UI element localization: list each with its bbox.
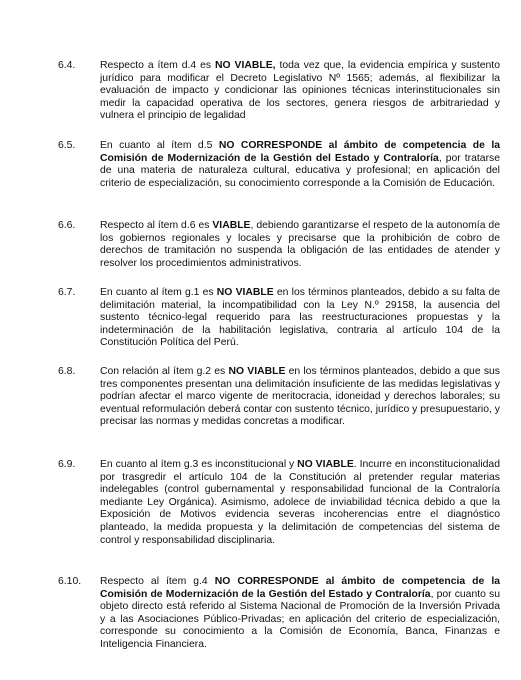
item-number: 6.7. (58, 287, 76, 298)
list-item (58, 60, 500, 123)
item-number: 6.6. (58, 220, 76, 231)
list-item (58, 140, 500, 190)
item-bold-segment: NO VIABLE (216, 287, 274, 298)
item-text-segment: En cuanto al ítem g.3 es inconstitucional y (100, 459, 298, 470)
list-item (58, 220, 500, 270)
item-text (100, 576, 500, 652)
item-text-segment: en los términos planteados, debido a que sus tres componentes presentan una delimitación insuficiente de las medidas legislativas y podrían afectar el marco vigente de meritocracia, idoneidad y derechos laborales; su eventual reformulación deberá contar con sustento técnico, jurídico y presupuestario, y precisar las normas y medidas concretas a modificar. (100, 366, 501, 428)
item-bold-segment: NO CORRESPONDE al ámbito de competencia de la Comisión de Modernización de la Gestión del Estado y Contraloría (100, 140, 500, 164)
item-text-segment: en los términos planteados, debido a su falta de delimitación material, la incompatibilidad con la Ley N.º 29158, la ausencia del sustento técnico-legal requerido para las reestructuraciones propuestas y la indeterminación de la habilitación legislativa, contraria al artículo 104 de la Constitución Política del Perú. (100, 287, 501, 349)
item-text-segment: En cuanto al ítem g.1 es (100, 287, 217, 298)
item-number: 6.4. (58, 60, 76, 71)
item-bold-segment: NO VIABLE, (215, 60, 276, 71)
list-item (58, 366, 500, 429)
list-item (58, 576, 500, 652)
item-text-segment: Respecto al ítem g.4 (100, 576, 215, 587)
item-text-segment: En cuanto al ítem d.5 (100, 140, 219, 151)
item-text (100, 60, 500, 123)
list-item (58, 459, 500, 547)
item-text (100, 140, 500, 190)
item-text-segment: Respecto al ítem d.6 es (100, 220, 213, 231)
item-text-segment: Con relación al ítem g.2 es (100, 366, 229, 377)
list-item (58, 287, 500, 350)
item-text (100, 459, 500, 547)
item-text-segment: toda vez que, la evidencia empírica y sustento jurídico para modificar el Decreto Legislativo Nº 1565; además, al flexibilizar la evaluación de impacto y condicionar las opiniones técnicas interinstitucionales sin medir la capacidad operativa de los sectores, genera riesgos de arbitrariedad y vulnera el principio de legalidad (100, 60, 500, 122)
item-text-segment: . Incurre en inconstitucionalidad por trasgredir el artículo 104 de la Constitución al pretender regular materias indelegables (control gubernamental y responsabilidad funcional de la Contraloría mediante Ley Orgánica). Asimismo, adolece de inviabilidad técnica debido a que la Exposición de Motivos evidencia severas incoherencias entre el diagnóstico planteado, la medida propuesta y la delimitación de competencias del sistema de control y responsabilidad disciplinaria. (100, 459, 500, 546)
item-bold-segment: VIABLE (212, 220, 251, 231)
item-text-segment: , debiendo garantizarse el respeto de la autonomía de los gobiernos regionales y locales y precisarse que la prohibición de cobro de derechos de tramitación no suspenda la obligación de las entidades de atender y resolver los procedimientos administrativos. (100, 220, 500, 269)
item-text-segment: Respecto a ítem d.4 es (100, 60, 216, 71)
item-text (100, 287, 500, 350)
item-bold-segment: NO VIABLE (228, 366, 286, 377)
item-number: 6.5. (58, 140, 76, 151)
item-text (100, 220, 500, 270)
item-bold-segment: NO VIABLE (297, 459, 354, 470)
item-number: 6.10. (58, 576, 82, 587)
item-text-segment: , por cuanto su objeto directo está referido al Sistema Nacional de Promoción de la Inversión Privada y a las Asociaciones Público-Privadas; en aplicación del criterio de especialización, corresponde su conocimiento a la Comisión de Economía, Banca, Finanzas e Inteligencia Financiera. (100, 588, 500, 650)
item-text-segment: , por tratarse de una materia de naturaleza cultural, educativa y profesional; en aplicación del criterio de especialización, su conocimiento corresponde a la Comisión de Educación. (100, 152, 501, 189)
item-number: 6.8. (58, 366, 76, 377)
item-number: 6.9. (58, 459, 76, 470)
item-bold-segment: NO CORRESPONDE al ámbito de competencia de la Comisión de Modernización de la Gestión del Estado y Contraloría (100, 576, 500, 600)
item-text (100, 366, 500, 429)
